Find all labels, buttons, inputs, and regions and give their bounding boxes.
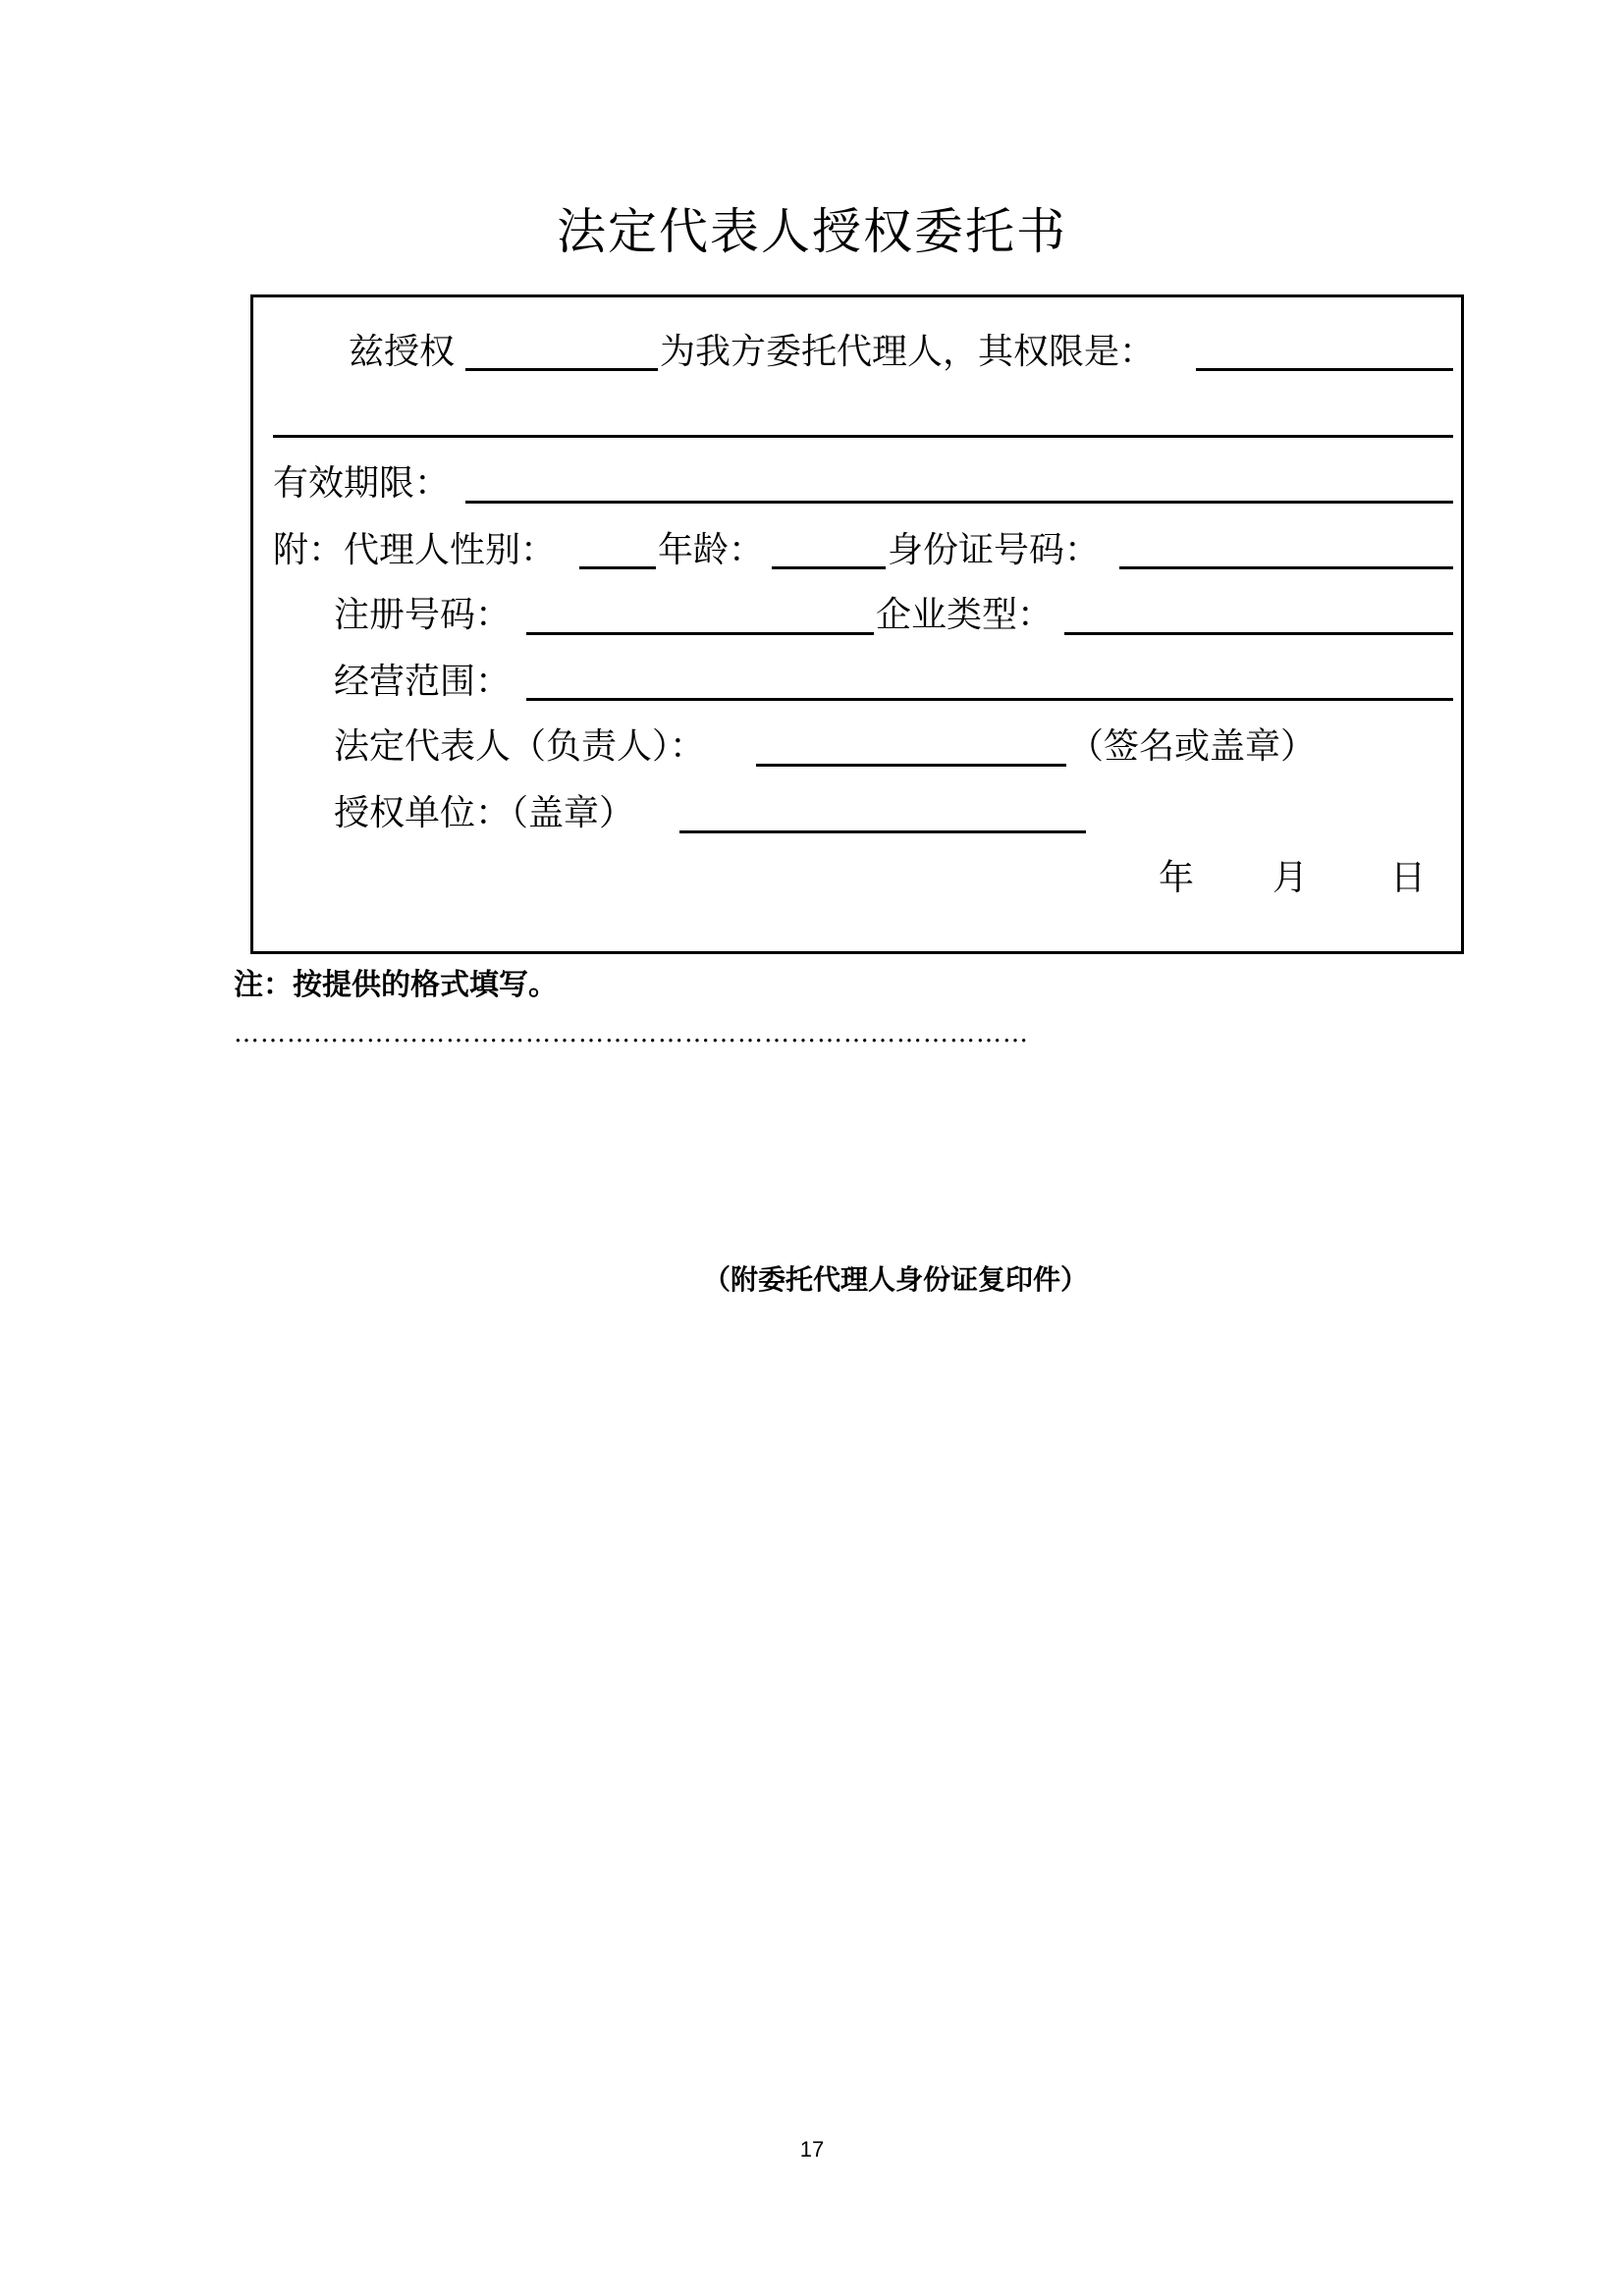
agent-gender-label: 附：代理人性别： <box>273 530 557 570</box>
authorize-prefix-label: 兹授权 <box>349 332 456 372</box>
company-type-label: 企业类型： <box>876 595 1054 635</box>
authorizing-unit-blank[interactable] <box>679 830 1086 833</box>
id-number-label: 身份证号码： <box>888 530 1101 570</box>
authorizing-unit-label: 授权单位：（盖章） <box>334 793 635 833</box>
validity-label: 有效期限： <box>273 463 451 504</box>
age-label: 年龄： <box>658 530 765 570</box>
id-number-blank[interactable] <box>1119 566 1453 569</box>
validity-blank[interactable] <box>465 501 1453 504</box>
date-year-label: 年 <box>1159 858 1195 898</box>
business-scope-label: 经营范围： <box>334 662 512 702</box>
document-title: 法定代表人授权委托书 <box>557 203 1067 260</box>
page-number: 17 <box>799 2137 825 2162</box>
registration-number-blank[interactable] <box>526 632 874 635</box>
agent-name-blank[interactable] <box>465 368 658 371</box>
date-day-label: 日 <box>1390 858 1427 898</box>
business-scope-blank[interactable] <box>526 698 1453 701</box>
age-blank[interactable] <box>772 566 886 569</box>
attachment-note: （附委托代理人身份证复印件） <box>702 1263 1088 1296</box>
authorize-middle-label: 为我方委托代理人，其权限是： <box>660 332 1156 372</box>
authority-scope-blank[interactable] <box>1196 368 1453 371</box>
registration-number-label: 注册号码： <box>334 595 512 635</box>
authority-scope-continued-blank[interactable] <box>273 435 1453 438</box>
legal-representative-blank[interactable] <box>756 764 1066 767</box>
company-type-blank[interactable] <box>1064 632 1453 635</box>
signature-note: （签名或盖章） <box>1068 726 1317 767</box>
date-month-label: 月 <box>1272 858 1309 898</box>
gender-blank[interactable] <box>579 566 656 569</box>
format-note: 注：按提供的格式填写。 <box>234 968 558 1002</box>
legal-representative-label: 法定代表人（负责人）： <box>334 726 706 767</box>
dotted-separator: ……………………………………………………………………………… <box>234 1019 1029 1048</box>
